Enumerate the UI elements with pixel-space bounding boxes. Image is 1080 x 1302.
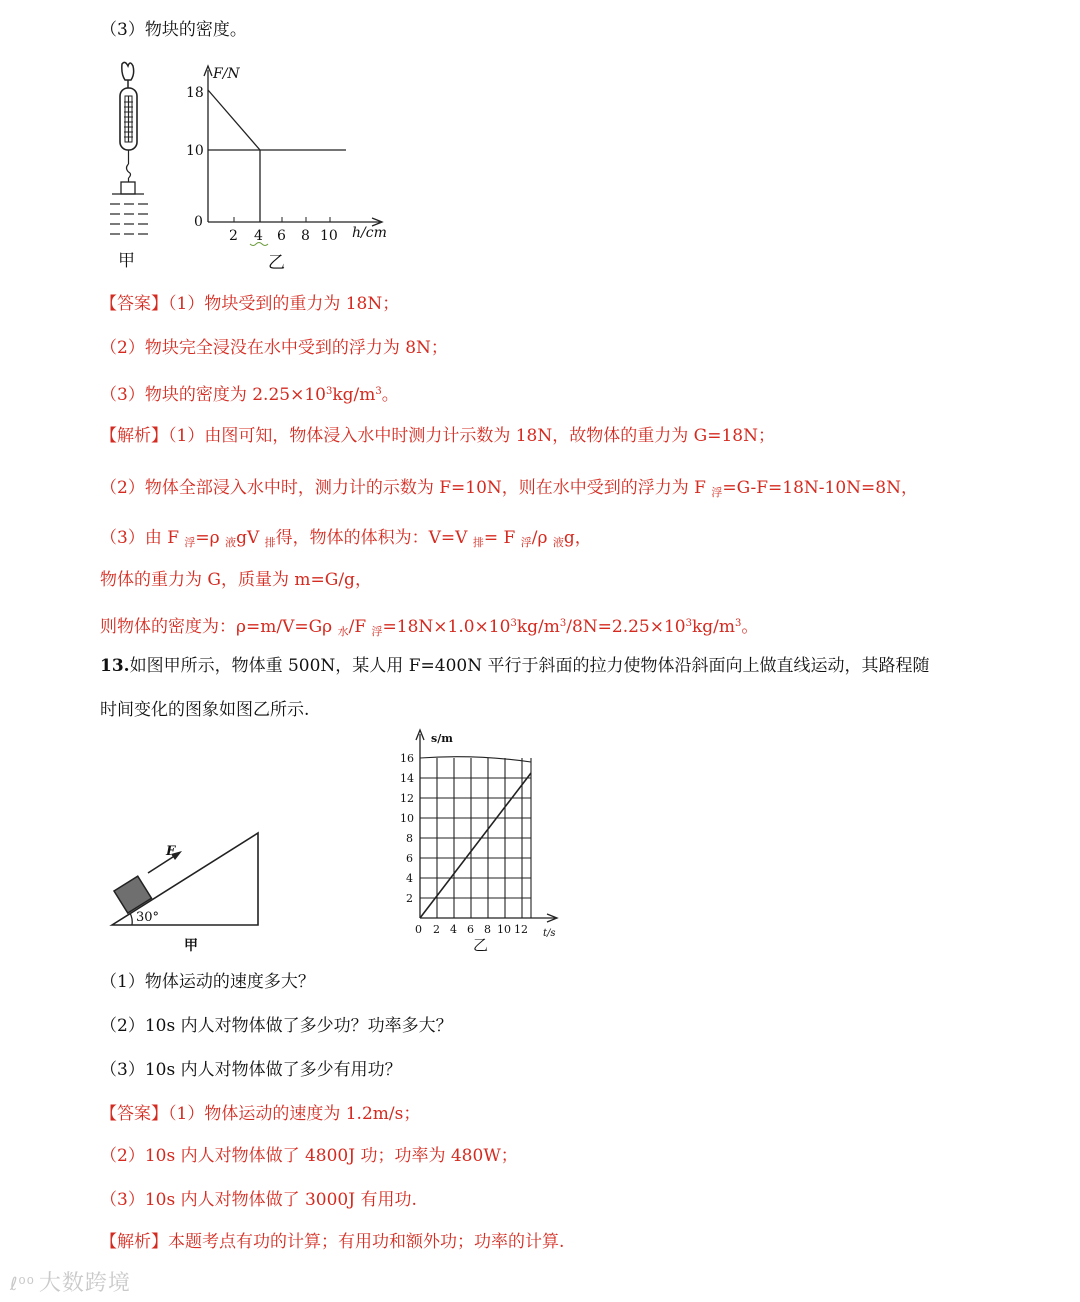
answer-tag: 【答案】 [100, 294, 168, 314]
answer-text: （1）物块受到的重力为 18N； [168, 294, 400, 314]
analysis-text: g， [563, 528, 592, 548]
watermark-text: 大数跨境 [38, 1271, 131, 1296]
subscript: 浮 [520, 536, 532, 549]
analysis-text: =ρ [195, 528, 226, 548]
figure1-y-tick: 18 [186, 85, 204, 101]
q12-analysis-3 [100, 526, 592, 555]
superscript: 3 [375, 386, 382, 397]
figure-spring-scale-graph [100, 60, 400, 275]
subscript: 液 [225, 536, 237, 549]
analysis-tag: 【解析】 [100, 1232, 168, 1252]
force-arrow-icon [148, 851, 182, 873]
answer-text: kg/m [332, 385, 376, 405]
q12-answer-2: （2）物块完全浸没在水中受到的浮力为 8N； [100, 338, 448, 358]
subscript: 液 [552, 536, 564, 549]
q12-analysis-2 [100, 476, 918, 505]
answer-text: 。 [381, 385, 399, 405]
q13-question-2: （2）10s 内人对物体做了多少功？功率多大？ [100, 1016, 453, 1036]
figure2-x-tick: 0 [415, 923, 422, 936]
analysis-text: =G-F=18N-10N=8N， [722, 478, 918, 498]
question-number: 13. [100, 656, 130, 676]
analysis-text: /8N=2.25×10 [566, 617, 686, 637]
analysis-text: （1）由图可知，物体浸入水中时测力计示数为 18N，故物体的重力为 G=18N； [168, 426, 775, 446]
superscript: 3 [510, 618, 517, 629]
superscript: 3 [325, 386, 333, 397]
figure2-y-tick: 6 [406, 852, 413, 865]
figure1-left-label: 甲 [118, 251, 135, 271]
figure1-x-tick: 10 [320, 228, 338, 244]
watermark-logo-icon: ℓ⁰⁰ [10, 1274, 35, 1295]
analysis-tag: 【解析】 [100, 426, 168, 446]
superscript: 3 [685, 618, 692, 629]
figure1-x-tick: 4 [254, 228, 263, 244]
analysis-text: 本题考点有功的计算；有用功和额外功；功率的计算. [168, 1232, 565, 1252]
subscript: 排 [472, 536, 484, 549]
grid [420, 757, 531, 918]
answer-text: （3）物块的密度为 2.25×10 [100, 385, 326, 405]
subscript: 浮 [371, 625, 383, 638]
q13-question-1: （1）物体运动的速度多大？ [100, 972, 315, 992]
subscript: 水 [337, 625, 349, 638]
figure1-y-tick: 10 [186, 143, 204, 159]
figure2-right-label: 乙 [473, 936, 489, 954]
figure-incline [100, 825, 270, 955]
watermark [10, 1266, 131, 1297]
hand-icon [122, 62, 134, 88]
figure1-right-label: 乙 [268, 253, 285, 273]
q12-part3: （3）物块的密度。 [100, 20, 247, 40]
figure-s-t-graph [395, 728, 570, 958]
figure1-y-tick: 0 [194, 214, 203, 230]
question-text: 如图甲所示，物体重 500N，某人用 F=400N 平行于斜面的拉力使物体沿斜面向上做直线运动，其路程随 [129, 656, 930, 676]
figure2-y-tick: 4 [406, 872, 413, 885]
figure2-y-tick: 8 [406, 832, 413, 845]
q12-answer-1 [100, 292, 399, 316]
q13-answer-1 [100, 1102, 420, 1126]
block-icon [114, 876, 152, 913]
force-label: F [166, 844, 176, 859]
figure1-x-tick: 6 [277, 228, 286, 244]
figure2-x-tick: 4 [450, 923, 457, 936]
angle-label: 30° [136, 910, 160, 925]
q13-stem-1 [100, 654, 929, 678]
figure2-x-tick: 10 [497, 923, 511, 936]
answer-tag: 【答案】 [100, 1104, 168, 1124]
analysis-text: gV [236, 528, 265, 548]
figure1-x-tick: 8 [301, 228, 310, 244]
figure2-x-tick: 8 [484, 923, 491, 936]
figure2-y-tick: 16 [400, 752, 414, 765]
figure2-y-tick: 14 [400, 772, 414, 785]
q12-answer-3 [100, 380, 399, 407]
q12-analysis-1 [100, 424, 775, 448]
figure1-y-axis-label: F/N [213, 66, 240, 82]
analysis-text: 。 [741, 617, 759, 637]
figure2-y-axis-label: s/m [431, 732, 453, 745]
q13-analysis-1 [100, 1230, 564, 1254]
figure1-x-tick: 2 [229, 228, 238, 244]
analysis-text: = F [483, 528, 521, 548]
figure2-x-tick: 2 [433, 923, 440, 936]
subscript: 浮 [184, 536, 196, 549]
q12-analysis-5 [100, 612, 758, 644]
figure2-x-tick: 12 [514, 923, 528, 936]
analysis-text: =18N×1.0×10 [382, 617, 511, 637]
subscript: 浮 [711, 486, 723, 499]
analysis-text: 得，物体的体积为：V=V [275, 528, 473, 548]
figure2-x-tick: 6 [467, 923, 474, 936]
analysis-text: /ρ [531, 528, 553, 548]
q13-answer-3: （3）10s 内人对物体做了 3000J 有用功. [100, 1190, 417, 1210]
q13-question-3: （3）10s 内人对物体做了多少有用功？ [100, 1060, 402, 1080]
analysis-text: /F [348, 617, 372, 637]
analysis-text: kg/m [516, 617, 560, 637]
q13-answer-2: （2）10s 内人对物体做了 4800J 功；功率为 480W； [100, 1146, 518, 1166]
q12-analysis-4: 物体的重力为 G，质量为 m=G/g， [100, 570, 372, 590]
figure2-left-label: 甲 [184, 938, 198, 954]
q13-stem-2: 时间变化的图象如图乙所示. [100, 700, 310, 720]
water-icon [110, 204, 148, 234]
answer-text: （1）物体运动的速度为 1.2m/s； [168, 1104, 421, 1124]
figure2-y-tick: 12 [400, 792, 414, 805]
analysis-text: （2）物体全部浸入水中时，测力计的示数为 F=10N，则在水中受到的浮力为 F [100, 478, 712, 498]
superscript: 3 [559, 618, 567, 629]
spring-scale-icon [112, 88, 144, 194]
figure1-x-axis-label: h/cm [352, 225, 387, 241]
superscript: 3 [735, 618, 742, 629]
figure2-x-axis-label: t/s [543, 928, 556, 939]
figure2-y-tick: 10 [400, 812, 414, 825]
analysis-text: kg/m [692, 617, 736, 637]
analysis-text: 则物体的密度为：ρ=m/V=Gρ [100, 617, 338, 637]
analysis-text: （3）由 F [100, 528, 185, 548]
subscript: 排 [264, 536, 276, 549]
figure2-y-tick: 2 [406, 892, 413, 905]
